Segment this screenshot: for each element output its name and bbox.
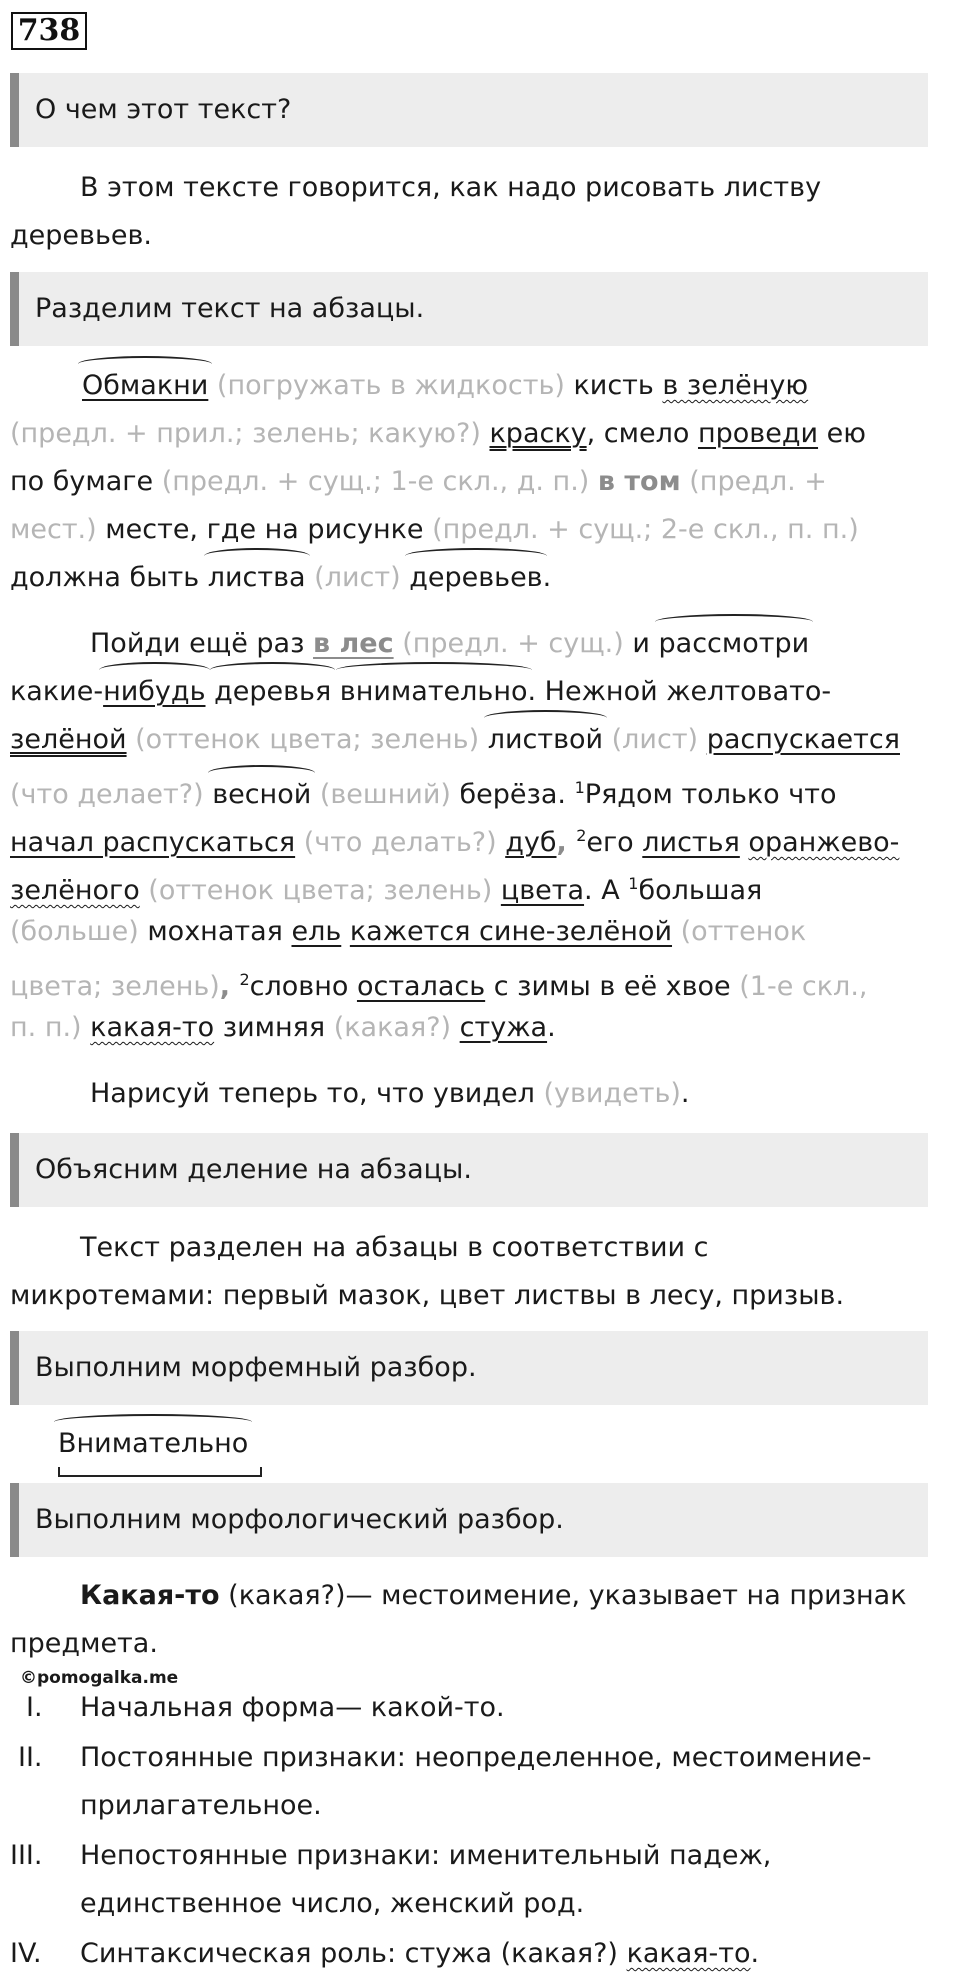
word: какие- (10, 676, 104, 707)
list-number: II. (18, 1742, 43, 1773)
list-number: I. (26, 1692, 43, 1723)
task-number: 738 (11, 12, 87, 50)
note: (лист) (305, 562, 410, 593)
comma: , (556, 827, 577, 858)
word: листва (208, 554, 306, 602)
text-line (10, 812, 899, 867)
index: 1 (628, 874, 639, 893)
word: деревья (214, 668, 331, 716)
word: , смело (586, 418, 698, 449)
question-heading-3: Объясним деление на абзацы. (10, 1133, 928, 1207)
word: и (632, 628, 659, 659)
word: по бумаге (10, 466, 154, 497)
list-item: единственное число, женский род. (80, 1888, 585, 1919)
question-heading-2: Разделим текст на абзацы. (10, 272, 928, 346)
list-number: III. (10, 1840, 43, 1871)
text-line (10, 908, 806, 956)
list-item: Начальная форма— какой-то. (80, 1692, 505, 1723)
word: ею (818, 418, 866, 449)
word: мохнатая (147, 916, 292, 947)
text-line (10, 1004, 556, 1052)
word: кисть (573, 370, 663, 401)
question-heading-1: О чем этот текст? (10, 73, 928, 147)
word: какая-то (90, 1012, 215, 1043)
note: (1-е скл., (730, 971, 868, 1002)
word: зелёного (10, 875, 140, 906)
word: Нарисуй теперь то, что увидел (90, 1078, 535, 1109)
word: весной (212, 771, 311, 819)
list-item: Постоянные признаки: неопределенное, местоимение- (80, 1742, 872, 1773)
note: (оттенок (672, 916, 807, 947)
word: берёза. (459, 779, 575, 810)
word: его (586, 827, 643, 858)
index: 1 (574, 778, 585, 797)
note: (предл. + (680, 466, 827, 497)
note: п. п.) (10, 1012, 91, 1043)
word: зимняя (214, 1012, 326, 1043)
subject-word: дуб (505, 827, 557, 858)
morpheme-word-text: Внимательно (58, 1420, 248, 1468)
subject-word: листья (642, 827, 740, 858)
text-line (10, 458, 827, 506)
word: . (547, 1012, 556, 1043)
note: (больше) (10, 916, 148, 947)
space (341, 916, 350, 947)
word: Пойди ещё раз (90, 628, 314, 659)
list-item: прилагательное. (80, 1790, 322, 1821)
note: (предл. + сущ.; 1-е скл., д. п.) (153, 466, 598, 497)
predicate-word: распускается (706, 724, 900, 755)
text-line (10, 554, 551, 602)
text-line (90, 620, 809, 668)
word: в том (597, 466, 681, 497)
note: (что делает?) (10, 779, 213, 810)
modifier-phrase: в зелёную (662, 370, 809, 401)
word: листвой (488, 716, 603, 764)
text-line (10, 716, 900, 764)
object-word: краску (489, 418, 587, 449)
word: на рисунке (264, 514, 424, 545)
answer-text-3: Текст разделен на абзацы в соответствии с микротемами: первый мазок, цвет листвы в лесу, призыв. (10, 1232, 845, 1311)
morph-lead (10, 1572, 920, 1668)
word: . (680, 1078, 690, 1109)
morpheme-word (58, 1420, 248, 1468)
note: (предл. + прил.; зелень; какую?) (10, 418, 490, 449)
word: должна быть (10, 562, 208, 593)
predicate-word: Обмакни (82, 362, 208, 410)
list-item (80, 1930, 940, 1978)
item-text: Синтаксическая роль: стужа (какая?) (80, 1938, 627, 1969)
word: оранжево- (748, 827, 900, 858)
answer-text-1: В этом тексте говорится, как надо рисовать листву деревьев. (10, 172, 822, 251)
list-number: IV. (10, 1938, 42, 1969)
word: . А (584, 875, 629, 906)
text-line (82, 362, 808, 410)
lead-word: Какая-то (80, 1580, 220, 1611)
word: рассмотри (659, 620, 810, 668)
word: цвета (500, 875, 585, 906)
note: цвета; зелень) (10, 971, 220, 1002)
word: с зимы в её хвое (485, 971, 731, 1002)
text-line (10, 506, 859, 554)
text-line (10, 764, 836, 819)
note: (предл. + сущ.) (393, 628, 633, 659)
question-heading-4: Выполним морфемный разбор. (10, 1331, 928, 1405)
word: большая (638, 875, 763, 906)
index: 2 (576, 826, 587, 845)
note: (предл. + сущ.; 2-е скл., п. п.) (423, 514, 859, 545)
predicate-word: осталась (356, 971, 486, 1002)
item-text: . (750, 1938, 760, 1969)
word: . (542, 562, 552, 593)
text-line (10, 956, 867, 1011)
note: (какая?) (325, 1012, 460, 1043)
lead-rest: (какая?)— местоимение, указывает на признак предмета. (10, 1580, 907, 1659)
subject-word: ель (291, 916, 342, 947)
word: . Нежной желтовато- (527, 676, 832, 707)
word: зелёной (10, 724, 127, 755)
text-line (10, 410, 866, 458)
comma: , (219, 971, 240, 1002)
word: нибудь (103, 668, 205, 716)
note: (вешний) (311, 779, 460, 810)
text-line (90, 1070, 690, 1118)
word: деревьев (409, 554, 542, 602)
note: (увидеть) (534, 1078, 681, 1109)
predicate-word: кажется сине-зелёной (349, 916, 673, 947)
question-heading-5: Выполним морфологический разбор. (10, 1483, 928, 1557)
note: (оттенок цвета; зелень) (139, 875, 501, 906)
subject-word: стужа (459, 1012, 548, 1043)
word: месте, где (105, 514, 265, 545)
text-line (10, 860, 762, 915)
note: (лист) (603, 724, 707, 755)
index: 2 (239, 970, 250, 989)
item-text: какая-то (626, 1938, 751, 1969)
word: словно (249, 971, 357, 1002)
word: внимательно (340, 668, 528, 716)
predicate-word: проведи (697, 418, 819, 449)
note: (погружать в жидкость) (208, 370, 574, 401)
text-line (10, 668, 831, 716)
note: (что делать?) (295, 827, 506, 858)
word: в лес (313, 628, 394, 659)
space (331, 676, 340, 707)
morpheme-brace (58, 1467, 262, 1477)
predicate-word: начал распускаться (10, 827, 296, 858)
note: мест.) (10, 514, 106, 545)
word: Рядом только что (584, 779, 837, 810)
list-item: Непостоянные признаки: именительный падеж, (80, 1840, 772, 1871)
note: (оттенок цвета; зелень) (126, 724, 488, 755)
space (206, 676, 215, 707)
watermark: ©pomogalka.me (20, 1668, 179, 1688)
